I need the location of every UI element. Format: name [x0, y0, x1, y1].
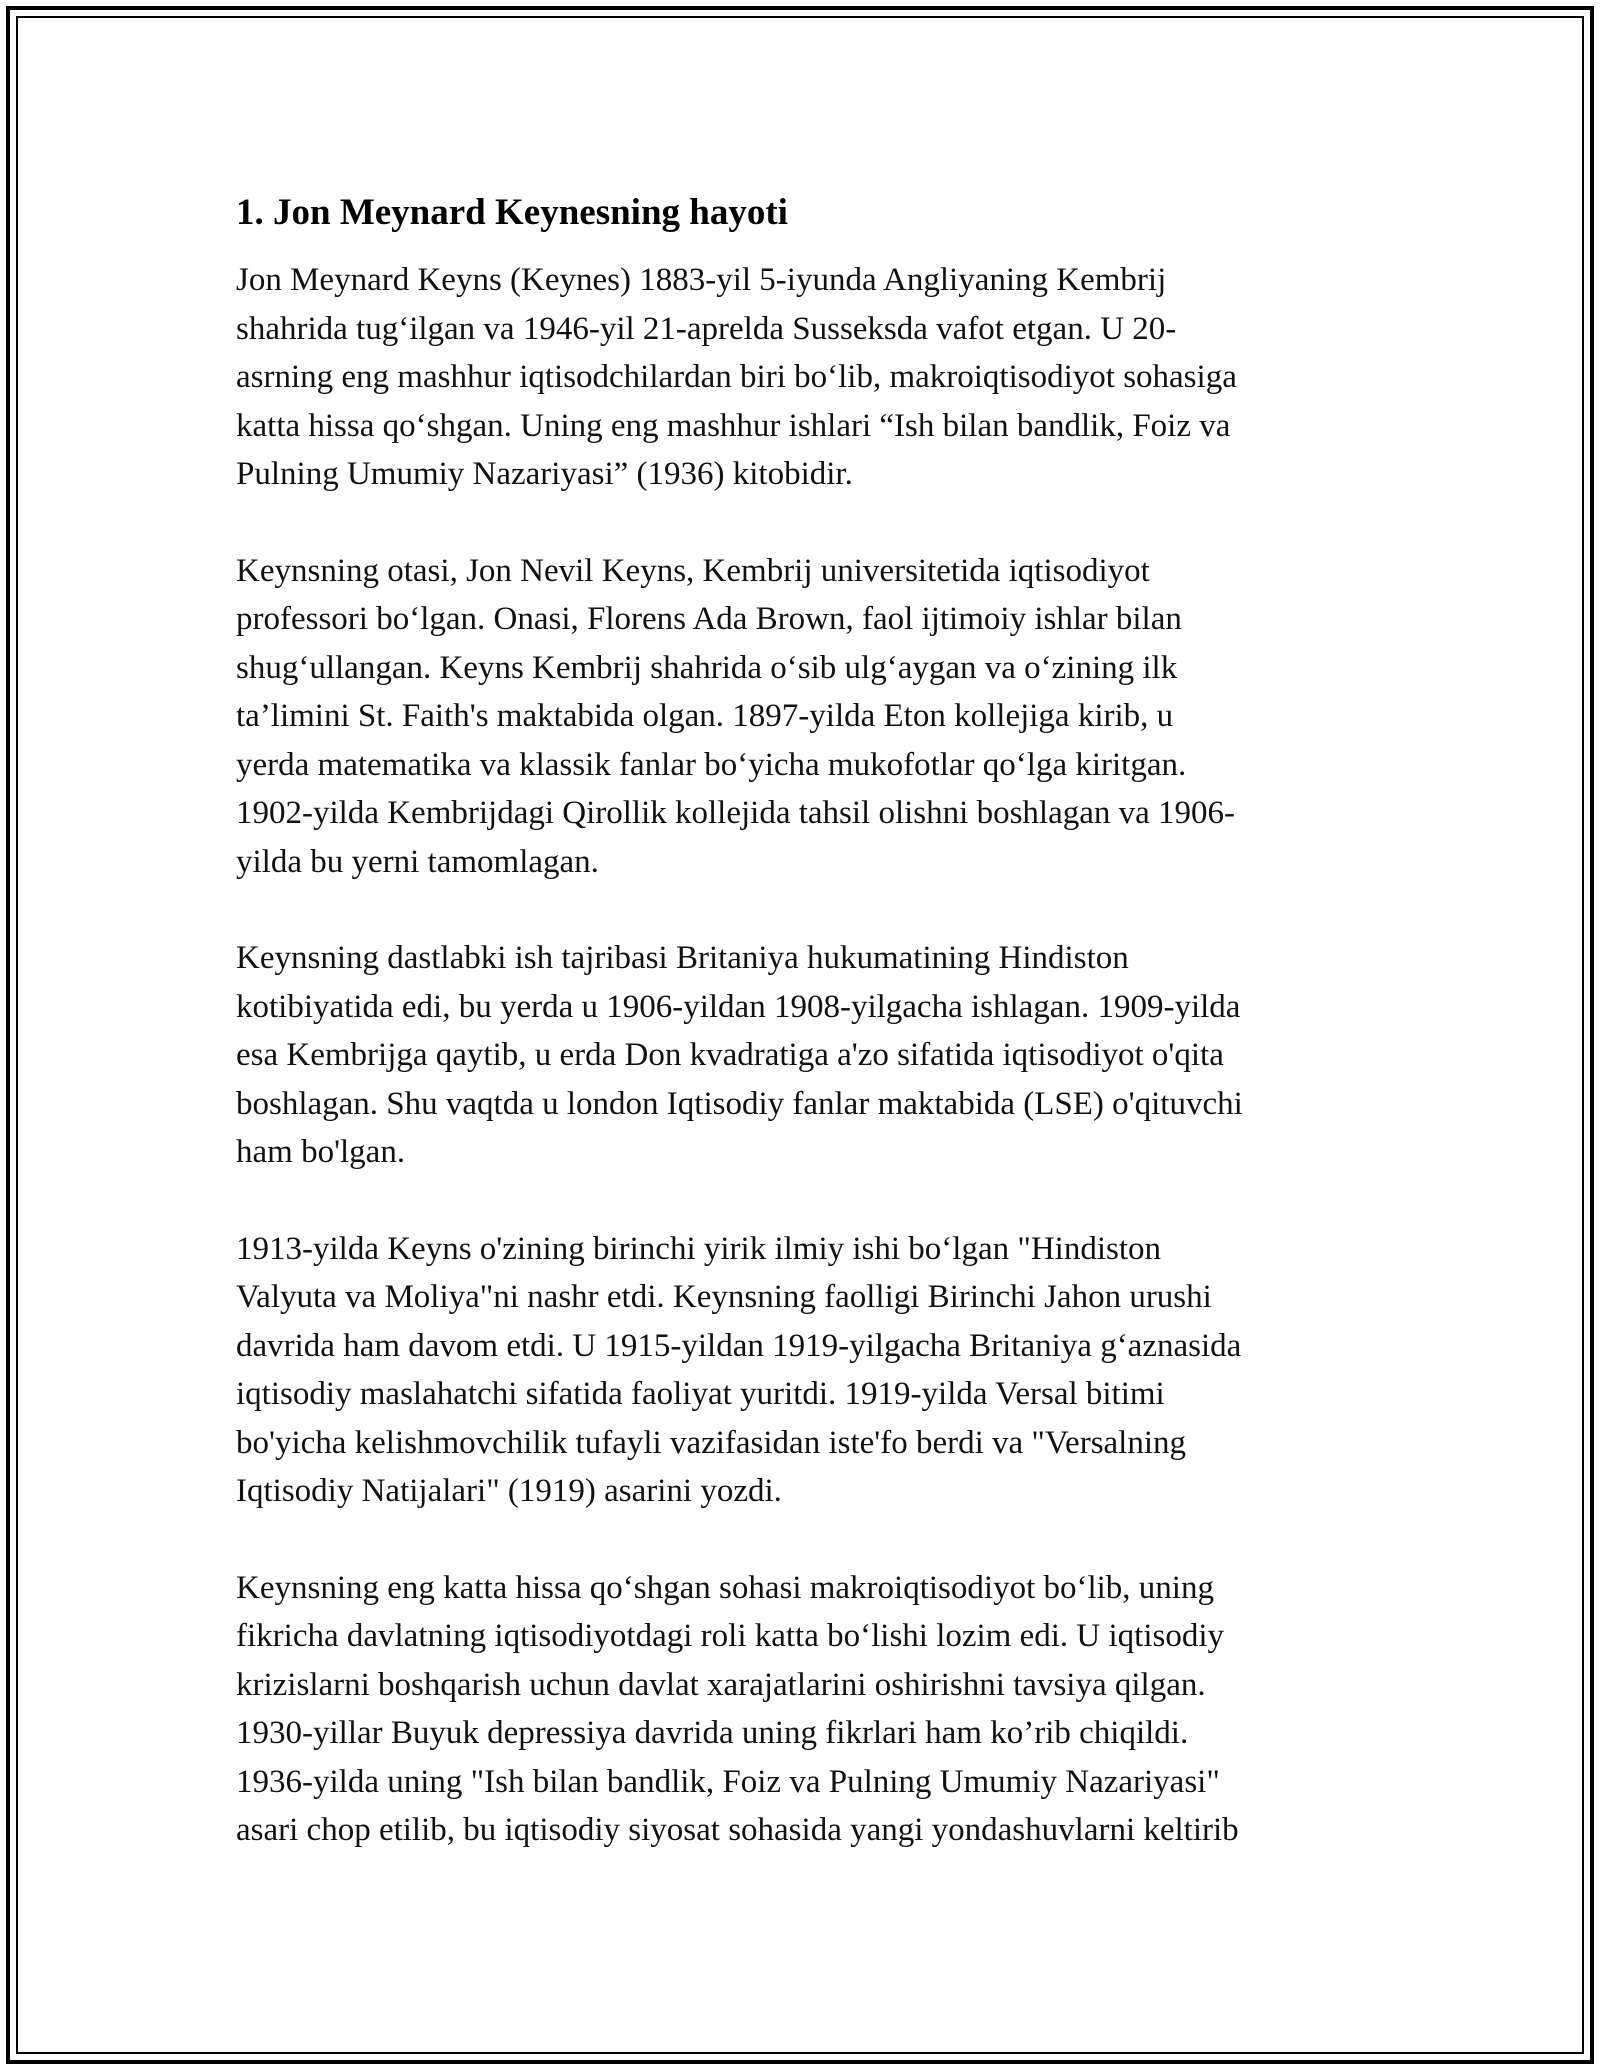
- text-line: yilda bu yerni tamomlagan.: [236, 843, 599, 880]
- text-line: esa Kembrijga qaytib, u erda Don kvadratiga a'zo sifatida iqtisodiyot o'qita: [236, 1037, 1224, 1073]
- text-line: kotibiyatida edi, bu yerda u 1906-yildan 1908-yilgacha ishlagan. 1909-yilda: [236, 988, 1241, 1025]
- text-line: krizislarni boshqarish uchun davlat xarajatlarini oshirishni tavsiya qilgan.: [236, 1666, 1206, 1703]
- text-line: Keynsning otasi, Jon Nevil Keyns, Kembrij universitetida iqtisodiyot: [236, 552, 1150, 589]
- text-line: Keynsning eng katta hissa qo‘shgan sohasi makroiqtisodiyot bo‘lib, uning: [236, 1569, 1214, 1606]
- text-line: shug‘ullangan. Keyns Kembrij shahrida o‘sib ulg‘aygan va o‘zining ilk: [236, 649, 1178, 686]
- text-line: asari chop etilib, bu iqtisodiy siyosat sohasida yangi yondashuvlarni keltirib: [236, 1812, 1239, 1848]
- text-line: Valyuta va Moliya"ni nashr etdi. Keynsning faolligi Birinchi Jahon urushi: [236, 1279, 1212, 1315]
- text-line: katta hissa qo‘shgan. Uning eng mashhur ishlari “Ish bilan bandlik, Foiz va: [236, 407, 1231, 444]
- text-line: 1913-yilda Keyns o'zining birinchi yirik ilmiy ishi bo‘lgan "Hindiston: [236, 1230, 1161, 1267]
- paragraph-2: [236, 547, 1366, 887]
- text-line: shahrida tug‘ilgan va 1946-yil 21-aprelda Susseksda vafot etgan. U 20-: [236, 310, 1177, 347]
- text-line: asrning eng mashhur iqtisodchilardan biri bo‘lib, makroiqtisodiyot sohasiga: [236, 359, 1237, 395]
- text-line: davrida ham davom etdi. U 1915-yildan 1919-yilgacha Britaniya g‘aznasida: [236, 1327, 1242, 1364]
- paragraph-1: [236, 256, 1366, 499]
- text-line: Iqtisodiy Natijalari" (1919) asarini yozdi.: [236, 1473, 782, 1509]
- text-line: Pulning Umumiy Nazariyasi” (1936) kitobidir.: [236, 456, 853, 492]
- document-body: [236, 188, 1366, 1903]
- text-line: fikricha davlatning iqtisodiyotdagi roli katta bo‘lishi lozim edi. U iqtisodiy: [236, 1618, 1225, 1654]
- text-line: ta’limini St. Faith's maktabida olgan. 1897-yilda Eton kollejiga kirib, u: [236, 698, 1174, 734]
- paragraph-3: [236, 934, 1366, 1177]
- text-line: 1902-yilda Kembrijdagi Qirollik kollejida tahsil olishni boshlagan va 1906-: [236, 795, 1236, 831]
- text-line: professori bo‘lgan. Onasi, Florens Ada Brown, faol ijtimoiy ishlar bilan: [236, 601, 1182, 637]
- text-line: Jon Meynard Keyns (Keynes) 1883-yil 5-iyunda Angliyaning Kembrij: [236, 262, 1167, 298]
- text-line: boshlagan. Shu vaqtda u london Iqtisodiy fanlar maktabida (LSE) o'qituvchi: [236, 1085, 1243, 1122]
- text-line: 1930-yillar Buyuk depressiya davrida uning fikrlari ham ko’rib chiqildi.: [236, 1715, 1189, 1751]
- text-line: bo'yicha kelishmovchilik tufayli vazifasidan iste'fo berdi va "Versalning: [236, 1424, 1187, 1461]
- text-line: ham bo'lgan.: [236, 1134, 406, 1170]
- text-line: Keynsning dastlabki ish tajribasi Britaniya hukumatining Hindiston: [236, 940, 1129, 976]
- text-line: iqtisodiy maslahatchi sifatida faoliyat yuritdi. 1919-yilda Versal bitimi: [236, 1376, 1165, 1412]
- paragraph-4: [236, 1225, 1366, 1516]
- paragraph-5: [236, 1564, 1366, 1855]
- section-heading: 1. Jon Meynard Keynesning hayoti: [236, 192, 788, 233]
- text-line: yerda matematika va klassik fanlar bo‘yicha mukofotlar qo‘lga kiritgan.: [236, 746, 1187, 783]
- text-line: 1936-yilda uning "Ish bilan bandlik, Foiz va Pulning Umumiy Nazariyasi": [236, 1763, 1220, 1800]
